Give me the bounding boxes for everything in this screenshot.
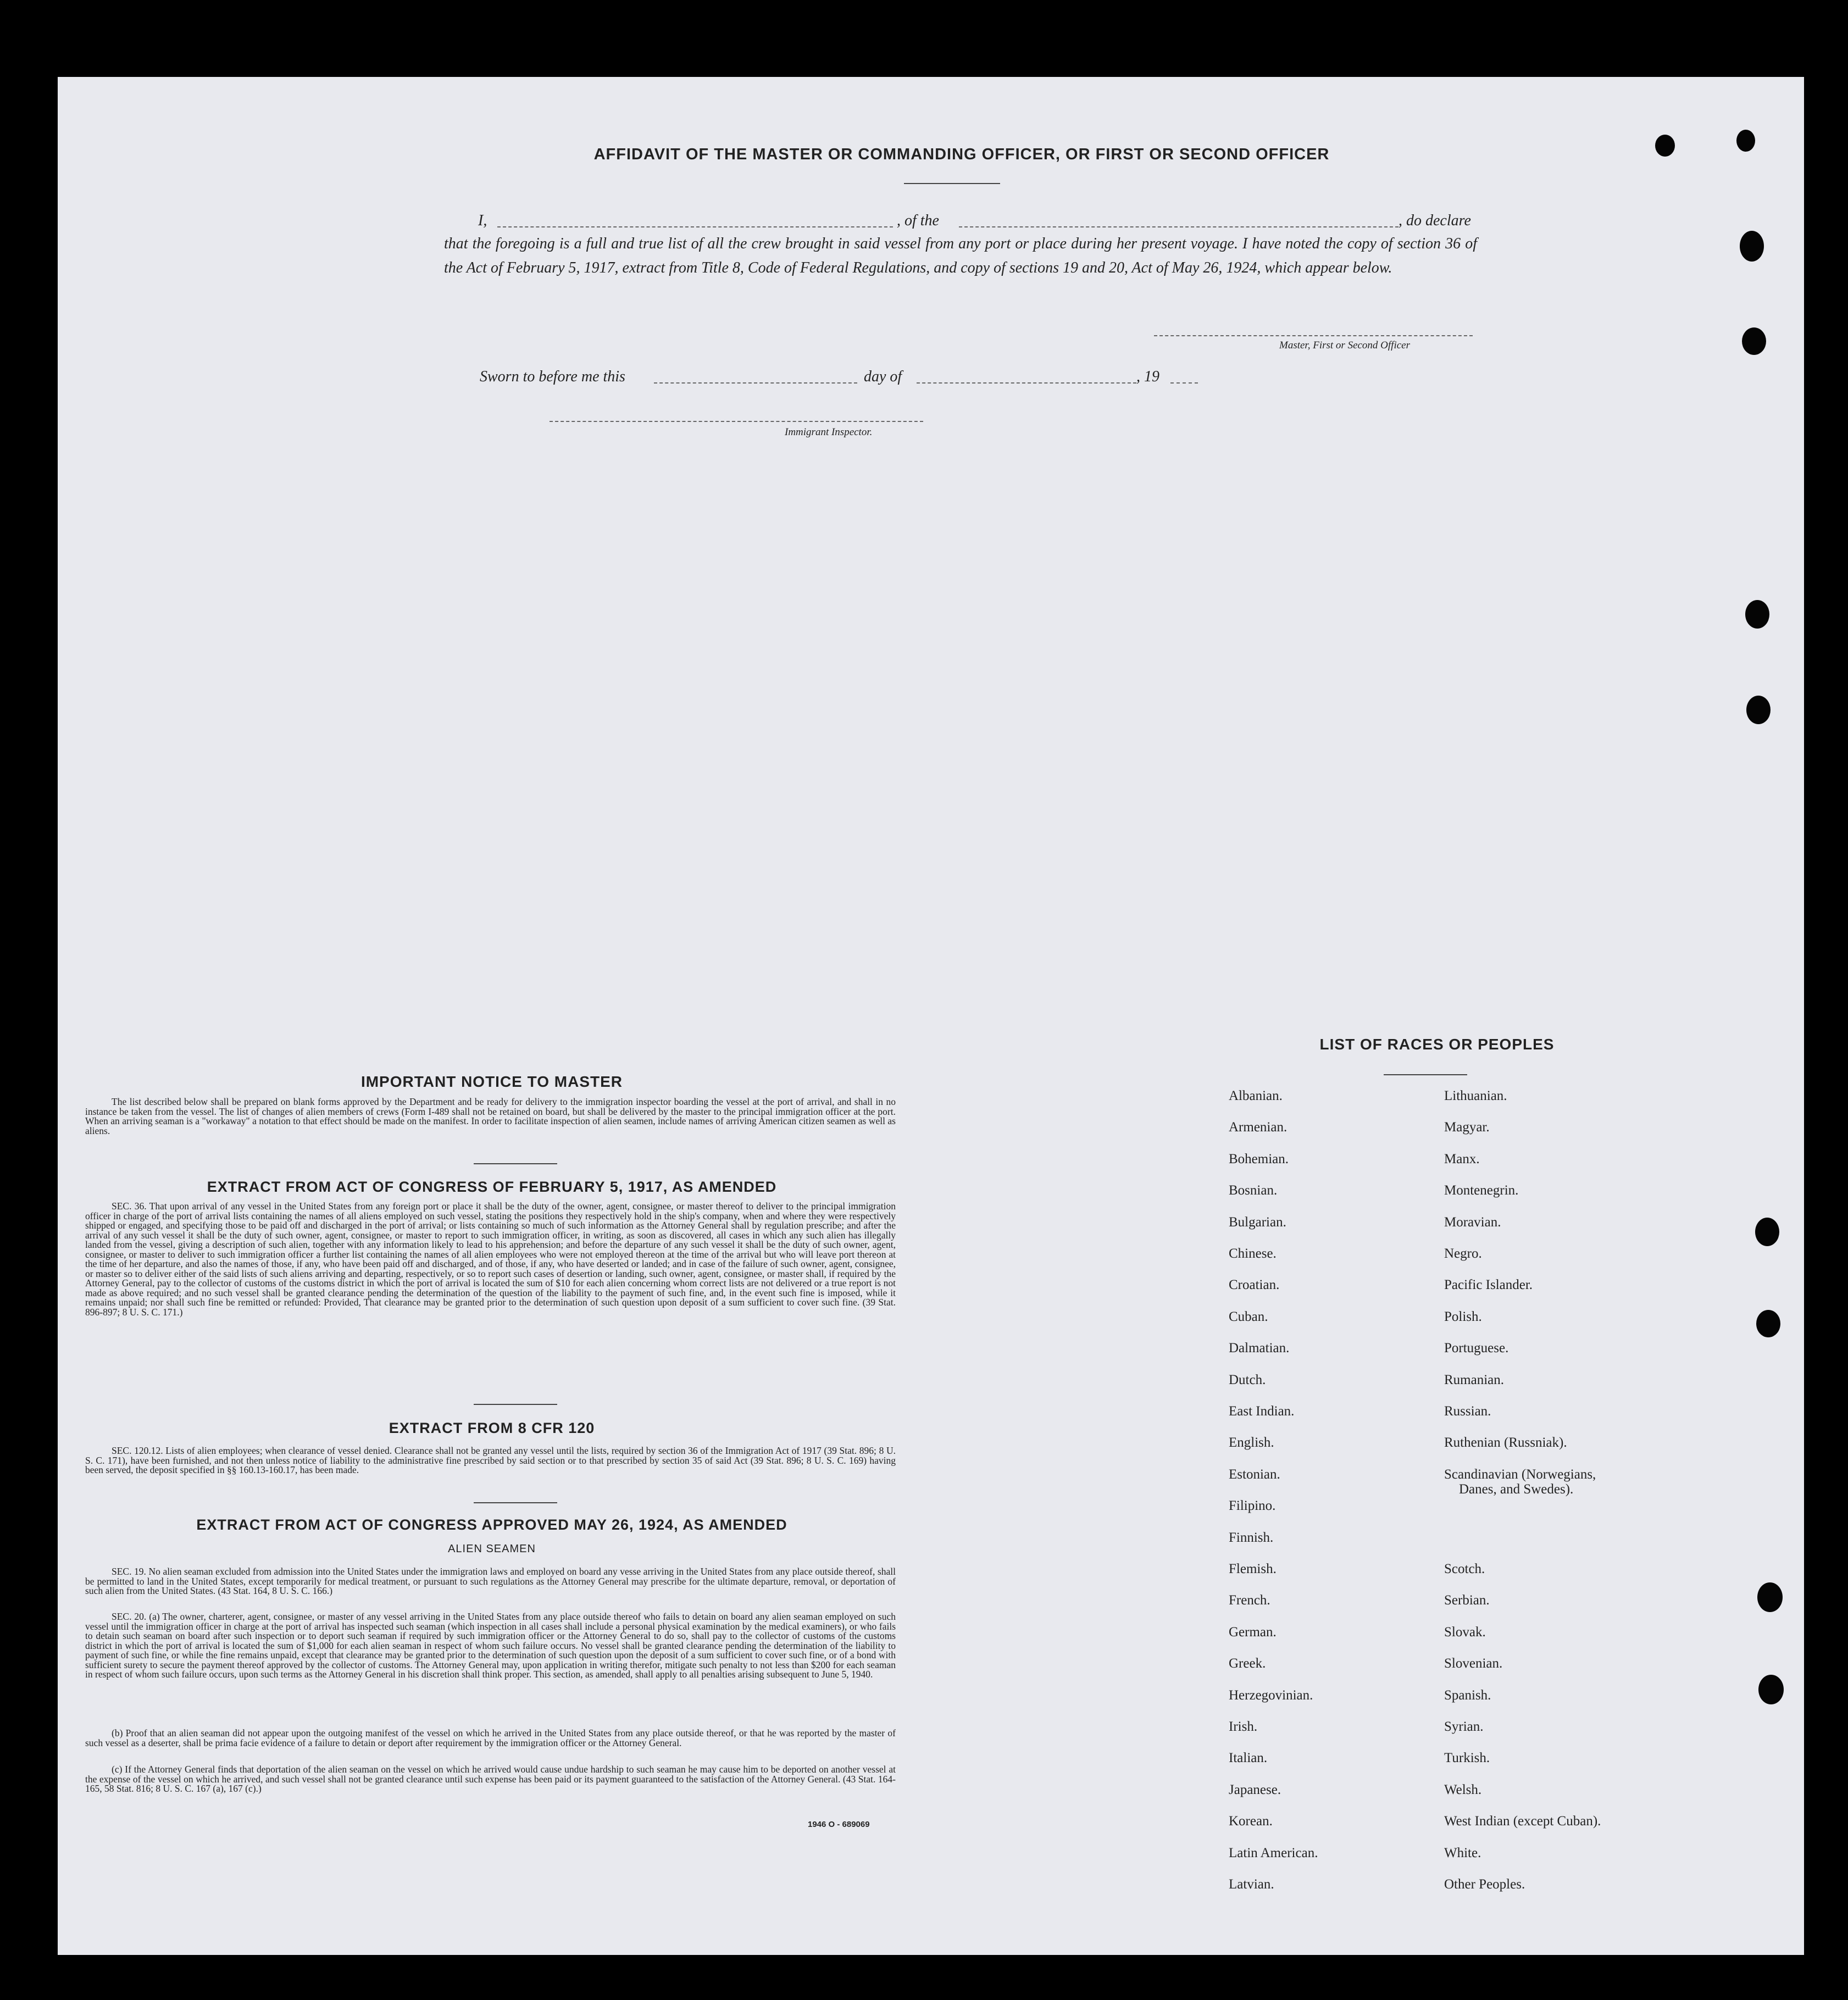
inspector-signature-field[interactable]: [550, 421, 923, 422]
binder-hole: [1740, 231, 1764, 262]
notice-title: IMPORTANT NOTICE TO MASTER: [360, 1073, 623, 1090]
race-item: Scotch.: [1444, 1562, 1485, 1576]
binder-hole: [1756, 1310, 1780, 1337]
race-item: Scandinavian (Norwegians,: [1444, 1466, 1596, 1482]
race-item: Magyar.: [1444, 1120, 1490, 1135]
do-declare-label: , do declare: [1399, 212, 1471, 229]
affidavit-body: that the foregoing is a full and true list of all the crew brought in said vessel from any port or place during her present voyage. I have noted the copy of section 36 of the Act of February 5, 1917, extract from Title 8, Code of Federal Regulations, and copy of sections 19 and 20, Act of May 26, 1924, which appear below.: [444, 235, 1477, 276]
race-item: Rumanian.: [1444, 1372, 1505, 1387]
sworn-label: Sworn to before me this: [480, 368, 625, 385]
sworn-day-field[interactable]: [654, 382, 857, 384]
race-item: Flemish.: [1229, 1562, 1277, 1576]
sworn-year-field[interactable]: [1170, 382, 1198, 384]
binder-hole: [1757, 1582, 1783, 1612]
affidavit-title: AFFIDAVIT OF THE MASTER OR COMMANDING OFFICER, OR FIRST OR SECOND OFFICER: [593, 146, 1330, 163]
race-item: Moravian.: [1444, 1214, 1501, 1230]
extract-1924-sec20b: (b) Proof that an alien seaman did not appear upon the outgoing manifest of the vessel on which he arrived in the United States from any place outside thereof, or that he was reported by the master of such vessel as a deserter, shall be prima facie evidence of a failure to detain or deport after requirement by the immigration officer or the Attorney General.: [85, 1727, 896, 1748]
race-item: Lithuanian.: [1444, 1088, 1507, 1103]
race-item: Latin American.: [1229, 1845, 1318, 1860]
section-divider: [474, 1163, 557, 1164]
race-item: Danes, and Swedes).: [1459, 1481, 1574, 1497]
binder-hole: [1758, 1675, 1784, 1704]
binder-hole: [1746, 696, 1771, 724]
race-item: Manx.: [1444, 1151, 1480, 1166]
of-the-label: , of the: [897, 212, 939, 229]
name-field[interactable]: [497, 226, 893, 227]
day-of-label: day of: [864, 368, 902, 385]
race-item: Russian.: [1444, 1404, 1491, 1419]
races-divider: [1384, 1074, 1467, 1075]
race-item: Korean.: [1229, 1814, 1273, 1829]
extract-1924-title: EXTRACT FROM ACT OF CONGRESS APPROVED MAY 26, 1924, AS AMENDED: [196, 1516, 787, 1533]
notice-text: The list described below shall be prepared on blank forms approved by the Department and be ready for delivery to the immigration inspector boarding the vessel at the port of arrival, and shall in no instance be taken from the vessel. The list of changes of alien members of crews (Form I-489 shall not be retained on board, but shall be delivered by the master to the principal immigration officer at the port. When an arriving seaman is a "workaway" a notation to that effect should be made on the manifest. In order to facilitate inspection of alien seamen, include names of arriving American citizen seamen as well as aliens.: [85, 1096, 896, 1136]
race-item: Ruthenian (Russniak).: [1444, 1435, 1567, 1451]
race-item: Bulgarian.: [1229, 1214, 1286, 1230]
race-item: Albanian.: [1229, 1088, 1283, 1103]
extract-1924-sec20a: SEC. 20. (a) The owner, charterer, agent, consignee, or master of any vessel arriving in the United States from any place outside thereof who fails to detain on board any alien seaman employed on such vessel until the immigration officer in charge at the port of arrival has inspected such seaman (which inspection in all cases shall include a personal physical examination by the medical examiners), or who fails to detain such seaman on board after such inspection or to deport such seaman if required by such immigration officer or the Attorney General to do so, shall pay to the collector of customs of the customs district in which the port of arrival is located the sum of $1,000 for each alien seaman in respect of whom such failure occurs. No vessel shall be granted clearance pending the determination of the liability to payment of such fine, or while the fine remains unpaid, except that clearance may be granted prior to the determination of such question upon the deposit of a sum sufficient to cover such fine, or of a bond with sufficient surety to secure the payment thereof approved by the collector of customs. The Attorney General may, upon application in writing therefor, mitigate such penalty to not less than $200 for each seaman in respect of whom such failure occurs, upon such terms as the Attorney General in his discretion shall think proper. This section, as amended, shall apply to all penalties arising subsequent to June 5, 1940.: [85, 1611, 896, 1680]
binder-hole: [1745, 600, 1769, 629]
binder-hole: [1742, 327, 1766, 355]
title-divider: [904, 183, 1000, 184]
race-item: Pacific Islander.: [1444, 1277, 1533, 1293]
race-item: Welsh.: [1444, 1782, 1482, 1797]
race-item: Dutch.: [1229, 1372, 1266, 1387]
race-item: Turkish.: [1444, 1751, 1490, 1766]
race-item: Polish.: [1444, 1309, 1482, 1324]
race-item: Cuban.: [1229, 1309, 1268, 1324]
race-item: French.: [1229, 1593, 1270, 1608]
i-label: I,: [478, 212, 487, 229]
race-item: Other Peoples.: [1444, 1877, 1525, 1892]
race-item: Slovak.: [1444, 1624, 1486, 1640]
extract-8cfr-text: SEC. 120.12. Lists of alien employees; when clearance of vessel denied. Clearance shall not be granted any vessel until the lists, required by section 36 of the Immigration Act of 1917 (39 Stat. 896; 8 U. S. C. 171), have been furnished, and not then unless notice of liability to the administrative fine prescribed by said section or to that prescribed by section 35 of said Act (39 Stat. 896; 8 U. S. C. 169) having been served, the deposit specified in §§ 160.13-160.17, has been made.: [85, 1445, 896, 1475]
race-item: West Indian (except Cuban).: [1444, 1814, 1601, 1829]
extract-1924-sec20c: (c) If the Attorney General finds that deportation of the alien seaman on the vessel on which he arrived would cause undue hardship to such seaman he may cause him to be deported on another vessel at the expense of the vessel on which he arrived, and such vessel shall not be granted clearance until such expense has been paid or its payment guaranteed to the satisfaction of the Attorney General. (43 Stat. 164-165, 58 Stat. 816; 8 U. S. C. 167 (a), 167 (c).): [85, 1764, 896, 1794]
sworn-month-field[interactable]: [917, 382, 1136, 384]
extract-1924-sec19: SEC. 19. No alien seaman excluded from admission into the United States under the immigration laws and employed on board any vesse arriving in the United States from any place outside thereof, shall be permitted to land in the United States, except temporarily for medical treatment, or pursuant to such regulations as the Attorney General may prescribe for the ultimate departure, removal, or deportation of such alien from the United States. (43 Stat. 164, 8 U. S. C. 166.): [85, 1566, 896, 1596]
vessel-field[interactable]: [959, 226, 1399, 227]
race-item: Irish.: [1229, 1719, 1258, 1734]
master-signature-field[interactable]: [1154, 335, 1473, 336]
race-item: Finnish.: [1229, 1530, 1274, 1545]
race-item: Latvian.: [1229, 1877, 1274, 1892]
race-item: Dalmatian.: [1229, 1341, 1290, 1356]
race-item: Portuguese.: [1444, 1341, 1509, 1356]
extract-8cfr-title: EXTRACT FROM 8 CFR 120: [389, 1420, 595, 1436]
year-label: , 19: [1136, 368, 1159, 385]
race-item: East Indian.: [1229, 1404, 1295, 1419]
race-item: Herzegovinian.: [1229, 1687, 1313, 1703]
race-item: Greek.: [1229, 1656, 1266, 1671]
master-signature-label: Master, First or Second Officer: [1279, 340, 1411, 351]
race-item: Italian.: [1229, 1751, 1268, 1766]
races-title: LIST OF RACES OR PEOPLES: [1319, 1036, 1555, 1053]
inspector-label: Immigrant Inspector.: [785, 426, 873, 438]
race-item: Armenian.: [1229, 1120, 1288, 1135]
race-item: Syrian.: [1444, 1719, 1484, 1734]
race-item: Negro.: [1444, 1246, 1482, 1261]
race-item: Croatian.: [1229, 1277, 1280, 1293]
extract-1917-title: EXTRACT FROM ACT OF CONGRESS OF FEBRUARY 5, 1917, AS AMENDED: [207, 1179, 777, 1195]
race-item: Estonian.: [1229, 1466, 1280, 1482]
race-item: Japanese.: [1229, 1782, 1281, 1797]
race-item: Spanish.: [1444, 1687, 1491, 1703]
binder-hole: [1736, 130, 1755, 152]
race-item: Bohemian.: [1229, 1151, 1289, 1166]
extract-1924-subtitle: ALIEN SEAMEN: [448, 1543, 536, 1555]
binder-hole: [1655, 135, 1675, 157]
race-item: Serbian.: [1444, 1593, 1490, 1608]
binder-hole: [1755, 1218, 1779, 1246]
race-item: Slovenian.: [1444, 1656, 1503, 1671]
section-divider: [474, 1404, 557, 1405]
print-code: 1946 O - 689069: [808, 1820, 870, 1829]
race-item: Chinese.: [1229, 1246, 1277, 1261]
race-item: Filipino.: [1229, 1498, 1276, 1514]
extract-1917-text: SEC. 36. That upon arrival of any vessel in the United States from any foreign port or place it shall be the duty of the owner, agent, consignee, or master thereof to deliver to the principal immigration officer in charge of the port of arrival lists containing the names of all aliens employed on such vessel, stating the positions they respectively hold in the ship's company, when and where they were respectively shipped or engaged, and specifying those to be paid off and discharged in the port of arrival; or lists containing so much of such information as the Attorney General shall by regulation prescribe; and after the arrival of any such vessel it shall be the duty of such owner, agent, consignee, or master to report to such immigration officer, in writing, as soon as discovered, all cases in which any such alien has illegally landed from the vessel, giving a description of such alien, together with any information likely to lead to his apprehension; and before the departure of any such vessel it shall be the duty of such owner, agent, consignee, or master to deliver to such immigration officer a further list containing the names of all alien employees who were not employed thereon at the time of the arrival but who will leave port thereon at the time of her departure, and also the names of those, if any, who have been paid off and discharged, and of those, if any, who have deserted or landed; and in case of the failure of such owner, agent, consignee, or master so to deliver either of the said lists of such aliens arriving and departing, respectively, or so to report such cases of desertion or landing, such owner, agent, consignee, or master shall, if required by the Attorney General, pay to the collector of customs of the customs district in which the port of arrival is located the sum of $10 for each alien concerning whom correct lists are not delivered or a true report is not made as above required; and no such vessel shall be granted clearance pending the determination of the question of the liability to the payment of such fine, and, in the event such fine is imposed, while it remains unpaid; nor shall such fine be remitted or refunded: Provided, That clearance may be granted prior to the determination of such question upon deposit of a sum sufficient to cover such fine. (39 Stat. 896-897; 8 U. S. C. 171.): [85, 1201, 896, 1318]
race-item: White.: [1444, 1845, 1481, 1860]
race-item: German.: [1229, 1624, 1277, 1640]
race-item: English.: [1229, 1435, 1274, 1451]
race-item: Montenegrin.: [1444, 1183, 1519, 1198]
race-item: Bosnian.: [1229, 1183, 1278, 1198]
section-divider: [474, 1502, 557, 1503]
